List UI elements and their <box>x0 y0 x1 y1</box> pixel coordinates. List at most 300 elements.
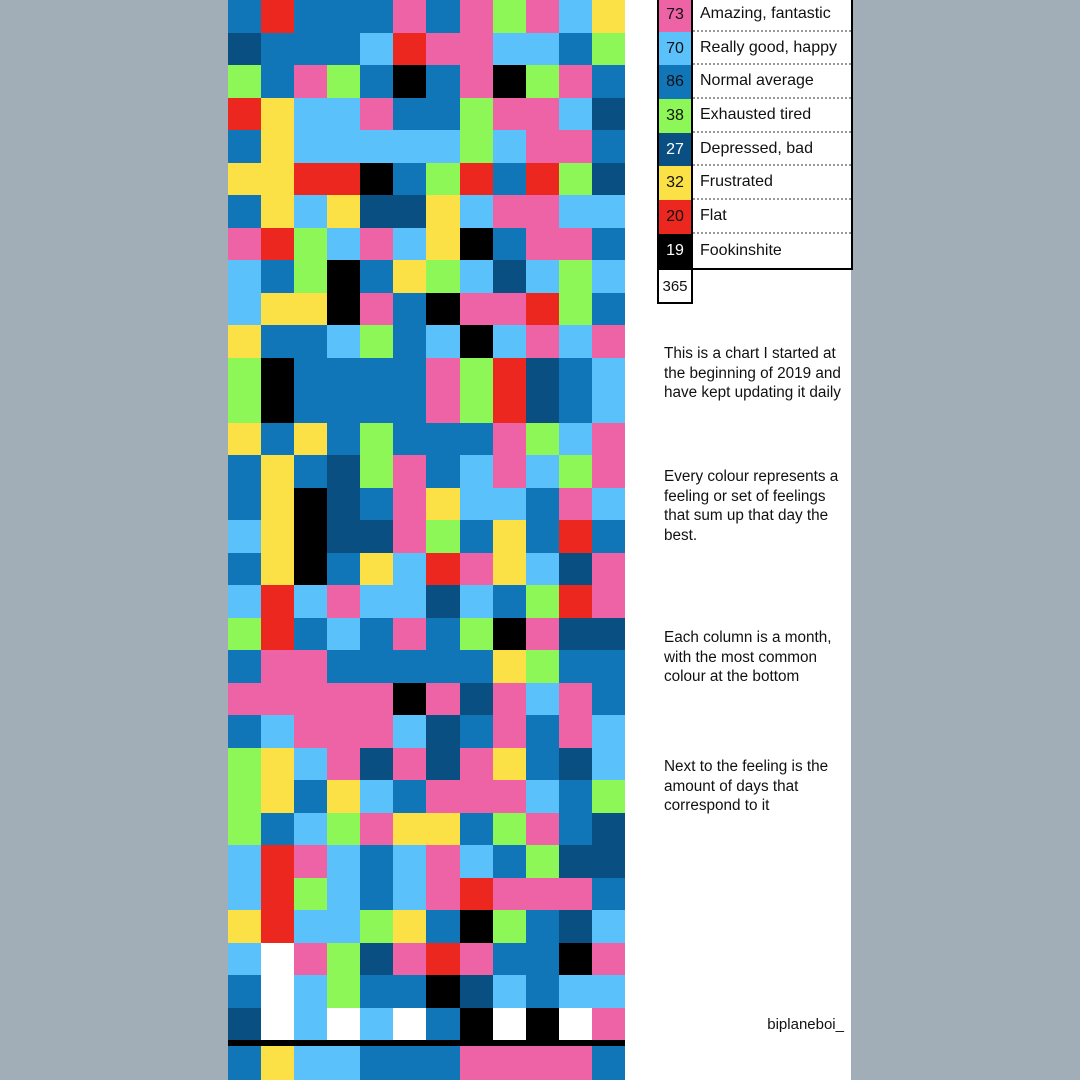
day-cell <box>393 0 426 33</box>
day-cell <box>592 0 625 33</box>
legend-count: 86 <box>657 65 693 99</box>
day-cell <box>526 163 559 196</box>
day-cell <box>559 423 592 456</box>
day-cell <box>592 390 625 423</box>
day-cell <box>460 650 493 683</box>
day-cell <box>261 0 294 33</box>
day-cell <box>493 228 526 261</box>
legend-count: 73 <box>657 0 693 32</box>
day-cell <box>228 130 261 163</box>
day-cell <box>360 65 393 98</box>
legend-row <box>657 234 851 268</box>
legend-row <box>657 99 851 133</box>
day-cell <box>360 943 393 976</box>
month-most-common-cell <box>228 1046 261 1080</box>
day-cell <box>460 325 493 358</box>
day-cell <box>460 618 493 651</box>
day-cell <box>460 228 493 261</box>
day-cell <box>493 0 526 33</box>
day-cell <box>360 423 393 456</box>
day-cell <box>559 520 592 553</box>
day-cell <box>228 748 261 781</box>
day-cell <box>261 390 294 423</box>
legend-count: 19 <box>657 234 693 268</box>
day-cell <box>460 260 493 293</box>
day-cell <box>592 618 625 651</box>
most-common-row <box>228 1046 625 1080</box>
day-cell <box>526 878 559 911</box>
day-cell <box>261 715 294 748</box>
day-cell <box>460 845 493 878</box>
day-cell <box>460 195 493 228</box>
day-cell <box>493 650 526 683</box>
day-cell <box>426 65 459 98</box>
day-cell <box>261 423 294 456</box>
day-cell <box>261 650 294 683</box>
day-cell <box>493 260 526 293</box>
day-cell <box>294 715 327 748</box>
day-cell <box>261 98 294 131</box>
day-cell <box>360 0 393 33</box>
day-cell <box>493 130 526 163</box>
day-cell <box>228 98 261 131</box>
day-cell <box>426 163 459 196</box>
day-cell <box>460 878 493 911</box>
day-cell <box>493 358 526 391</box>
day-cell <box>327 228 360 261</box>
day-cell <box>261 618 294 651</box>
day-cell <box>294 358 327 391</box>
day-cell <box>460 98 493 131</box>
day-cell <box>261 1008 294 1041</box>
day-cell <box>327 845 360 878</box>
day-cell <box>261 585 294 618</box>
author-credit: biplaneboi_ <box>767 1016 844 1033</box>
day-cell <box>526 585 559 618</box>
day-cell <box>460 975 493 1008</box>
day-cell <box>559 293 592 326</box>
day-cell <box>493 910 526 943</box>
day-cell <box>294 195 327 228</box>
day-cell <box>360 618 393 651</box>
legend-label: Frustrated <box>693 166 851 200</box>
day-cell <box>559 683 592 716</box>
day-cell <box>559 488 592 521</box>
month-most-common-cell <box>526 1046 559 1080</box>
day-cell <box>261 748 294 781</box>
day-cell <box>426 455 459 488</box>
day-cell <box>493 683 526 716</box>
day-cell <box>261 520 294 553</box>
day-cell <box>327 553 360 586</box>
day-cell <box>526 910 559 943</box>
day-cell <box>559 390 592 423</box>
day-cell <box>294 65 327 98</box>
day-cell <box>393 650 426 683</box>
description-paragraph-4: Next to the feeling is the amount of days that correspond to it <box>664 758 829 815</box>
day-cell <box>426 325 459 358</box>
day-cell <box>360 585 393 618</box>
day-cell <box>261 845 294 878</box>
day-cell <box>526 683 559 716</box>
day-cell <box>559 33 592 66</box>
day-cell <box>426 195 459 228</box>
day-cell <box>294 33 327 66</box>
day-cell <box>360 975 393 1008</box>
day-cell <box>559 845 592 878</box>
day-cell <box>426 715 459 748</box>
day-cell <box>261 130 294 163</box>
day-cell <box>228 65 261 98</box>
day-cell <box>327 910 360 943</box>
day-cell <box>228 1008 261 1041</box>
day-cell <box>360 228 393 261</box>
day-cell <box>327 98 360 131</box>
day-cell <box>559 130 592 163</box>
day-cell <box>559 650 592 683</box>
day-cell <box>493 98 526 131</box>
day-cell <box>426 33 459 66</box>
day-cell <box>393 878 426 911</box>
description-paragraph-1: This is a chart I started at the beginning of 2019 and have kept updating it daily <box>664 345 841 402</box>
day-cell <box>393 130 426 163</box>
month-most-common-cell <box>393 1046 426 1080</box>
day-cell <box>460 943 493 976</box>
day-cell <box>559 813 592 846</box>
day-cell <box>592 878 625 911</box>
day-cell <box>526 358 559 391</box>
day-cell <box>460 715 493 748</box>
day-cell <box>294 423 327 456</box>
day-cell <box>493 780 526 813</box>
day-cell <box>559 585 592 618</box>
day-cell <box>327 488 360 521</box>
day-cell <box>261 683 294 716</box>
day-cell <box>228 780 261 813</box>
day-cell <box>460 585 493 618</box>
day-cell <box>294 520 327 553</box>
day-cell <box>294 228 327 261</box>
day-cell <box>526 228 559 261</box>
day-cell <box>261 910 294 943</box>
day-cell <box>426 585 459 618</box>
day-cell <box>426 390 459 423</box>
day-cell <box>460 748 493 781</box>
day-cell <box>393 553 426 586</box>
day-cell <box>294 0 327 33</box>
legend-label: Exhausted tired <box>693 99 851 133</box>
day-cell <box>393 358 426 391</box>
day-cell <box>592 715 625 748</box>
day-cell <box>327 1008 360 1041</box>
day-cell <box>493 325 526 358</box>
day-cell <box>493 878 526 911</box>
day-cell <box>460 0 493 33</box>
day-cell <box>559 195 592 228</box>
day-cell <box>327 358 360 391</box>
day-cell <box>426 0 459 33</box>
day-cell <box>294 943 327 976</box>
day-cell <box>592 943 625 976</box>
day-cell <box>393 683 426 716</box>
day-cell <box>493 195 526 228</box>
day-cell <box>526 715 559 748</box>
day-cell <box>294 780 327 813</box>
day-cell <box>460 33 493 66</box>
day-cell <box>228 715 261 748</box>
day-cell <box>360 98 393 131</box>
day-cell <box>393 715 426 748</box>
day-cell <box>559 715 592 748</box>
day-cell <box>261 455 294 488</box>
day-cell <box>261 163 294 196</box>
day-cell <box>592 780 625 813</box>
day-cell <box>493 488 526 521</box>
day-cell <box>360 390 393 423</box>
day-cell <box>426 358 459 391</box>
day-cell <box>294 390 327 423</box>
day-cell <box>327 585 360 618</box>
legend-row <box>657 200 851 234</box>
day-cell <box>228 228 261 261</box>
day-cell <box>526 553 559 586</box>
day-cell <box>228 195 261 228</box>
day-cell <box>426 98 459 131</box>
day-cell <box>261 488 294 521</box>
day-cell <box>393 325 426 358</box>
day-cell <box>592 975 625 1008</box>
month-most-common-cell <box>559 1046 592 1080</box>
day-cell <box>460 163 493 196</box>
day-cell <box>261 260 294 293</box>
day-cell <box>360 488 393 521</box>
day-cell <box>526 975 559 1008</box>
day-cell <box>460 553 493 586</box>
day-cell <box>360 748 393 781</box>
day-cell <box>493 423 526 456</box>
day-cell <box>559 358 592 391</box>
day-cell <box>592 1008 625 1041</box>
day-cell <box>493 585 526 618</box>
legend-label: Normal average <box>693 65 851 99</box>
day-cell <box>294 553 327 586</box>
month-most-common-cell <box>493 1046 526 1080</box>
day-cell <box>393 1008 426 1041</box>
day-cell <box>294 163 327 196</box>
day-cell <box>526 455 559 488</box>
day-cell <box>360 553 393 586</box>
day-cell <box>559 943 592 976</box>
legend-label: Really good, happy <box>693 32 851 66</box>
day-cell <box>493 715 526 748</box>
day-cell <box>228 260 261 293</box>
day-cell <box>327 780 360 813</box>
day-cell <box>294 455 327 488</box>
day-cell <box>493 33 526 66</box>
day-cell <box>592 423 625 456</box>
legend-count: 27 <box>657 133 693 167</box>
month-most-common-cell <box>592 1046 625 1080</box>
legend-table <box>657 0 853 270</box>
day-cell <box>493 455 526 488</box>
description-paragraph-2: Every colour represents a feeling or set of feelings that sum up that day the best. <box>664 468 839 544</box>
legend-row <box>657 0 851 32</box>
day-cell <box>426 813 459 846</box>
legend-count: 32 <box>657 166 693 200</box>
day-cell <box>393 748 426 781</box>
day-cell <box>360 163 393 196</box>
day-cell <box>493 65 526 98</box>
month-most-common-cell <box>360 1046 393 1080</box>
day-cell <box>294 910 327 943</box>
day-cell <box>426 780 459 813</box>
day-cell <box>460 423 493 456</box>
day-cell <box>228 845 261 878</box>
day-cell <box>526 488 559 521</box>
day-cell <box>526 618 559 651</box>
mood-grid <box>228 0 625 1040</box>
day-cell <box>592 585 625 618</box>
day-cell <box>426 650 459 683</box>
day-cell <box>327 813 360 846</box>
month-most-common-cell <box>261 1046 294 1080</box>
day-cell <box>460 1008 493 1041</box>
day-cell <box>327 748 360 781</box>
day-cell <box>460 813 493 846</box>
day-cell <box>526 943 559 976</box>
day-cell <box>261 780 294 813</box>
day-cell <box>393 33 426 66</box>
day-cell <box>228 910 261 943</box>
day-cell <box>559 975 592 1008</box>
day-cell <box>393 618 426 651</box>
day-cell <box>559 780 592 813</box>
day-cell <box>261 33 294 66</box>
day-cell <box>393 98 426 131</box>
day-cell <box>592 98 625 131</box>
day-cell <box>228 813 261 846</box>
day-cell <box>426 130 459 163</box>
day-cell <box>294 130 327 163</box>
day-cell <box>360 1008 393 1041</box>
day-cell <box>393 423 426 456</box>
day-cell <box>559 748 592 781</box>
day-cell <box>460 390 493 423</box>
day-cell <box>393 520 426 553</box>
day-cell <box>228 488 261 521</box>
day-cell <box>261 553 294 586</box>
legend-count: 20 <box>657 200 693 234</box>
day-cell <box>360 715 393 748</box>
day-cell <box>327 878 360 911</box>
day-cell <box>526 650 559 683</box>
day-cell <box>592 228 625 261</box>
day-cell <box>228 325 261 358</box>
day-cell <box>360 813 393 846</box>
day-cell <box>460 910 493 943</box>
day-cell <box>526 423 559 456</box>
day-cell <box>294 748 327 781</box>
day-cell <box>360 780 393 813</box>
day-cell <box>592 260 625 293</box>
day-cell <box>426 975 459 1008</box>
month-most-common-cell <box>460 1046 493 1080</box>
day-cell <box>228 975 261 1008</box>
day-cell <box>360 683 393 716</box>
day-cell <box>261 813 294 846</box>
day-cell <box>426 520 459 553</box>
day-cell <box>426 1008 459 1041</box>
day-cell <box>228 390 261 423</box>
day-cell <box>261 228 294 261</box>
day-cell <box>493 163 526 196</box>
day-cell <box>592 455 625 488</box>
day-cell <box>460 293 493 326</box>
day-cell <box>592 683 625 716</box>
day-cell <box>228 163 261 196</box>
day-cell <box>526 748 559 781</box>
day-cell <box>327 683 360 716</box>
day-cell <box>393 845 426 878</box>
legend-label: Amazing, fantastic <box>693 0 851 32</box>
day-cell <box>261 358 294 391</box>
day-cell <box>526 33 559 66</box>
day-cell <box>526 195 559 228</box>
day-cell <box>592 910 625 943</box>
day-cell <box>526 130 559 163</box>
day-cell <box>294 650 327 683</box>
day-cell <box>360 845 393 878</box>
day-cell <box>228 618 261 651</box>
legend-label: Depressed, bad <box>693 133 851 167</box>
day-cell <box>393 228 426 261</box>
day-cell <box>559 65 592 98</box>
day-cell <box>327 455 360 488</box>
day-cell <box>526 0 559 33</box>
day-cell <box>559 455 592 488</box>
day-cell <box>460 683 493 716</box>
day-cell <box>393 813 426 846</box>
day-cell <box>360 325 393 358</box>
day-cell <box>360 358 393 391</box>
day-cell <box>393 910 426 943</box>
day-cell <box>327 520 360 553</box>
day-cell <box>426 910 459 943</box>
day-cell <box>327 163 360 196</box>
day-cell <box>559 618 592 651</box>
day-cell <box>294 1008 327 1041</box>
description-paragraph-3: Each column is a month, with the most common colour at the bottom <box>664 629 832 686</box>
day-cell <box>426 260 459 293</box>
day-cell <box>426 553 459 586</box>
chart-page <box>228 0 851 1080</box>
day-cell <box>526 780 559 813</box>
day-cell <box>526 390 559 423</box>
day-cell <box>592 748 625 781</box>
day-cell <box>360 878 393 911</box>
day-cell <box>460 780 493 813</box>
day-cell <box>526 813 559 846</box>
day-cell <box>559 878 592 911</box>
day-cell <box>592 650 625 683</box>
day-cell <box>393 488 426 521</box>
day-cell <box>327 325 360 358</box>
legend-row <box>657 32 851 66</box>
day-cell <box>559 0 592 33</box>
day-cell <box>327 715 360 748</box>
day-cell <box>228 423 261 456</box>
day-cell <box>327 130 360 163</box>
